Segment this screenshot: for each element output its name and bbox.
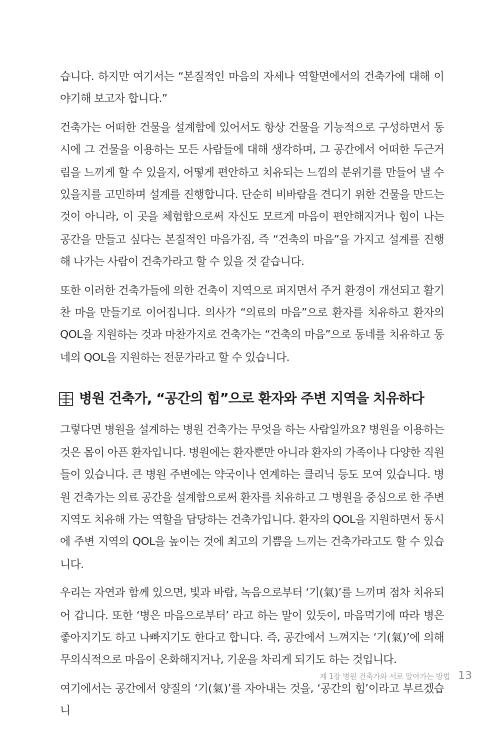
body-text (60, 66, 444, 729)
plus-grid-icon (59, 392, 73, 406)
paragraph: 여기에서는 공간에서 양질의 ‘기(氣)’를 자아내는 것을, ‘공간의 힘’이라고 부르겠습니 (60, 681, 444, 718)
paragraph: 건축가는 어떠한 건물을 설계함에 있어서도 항상 건물을 기능적으로 구성하면서 동시에 그 건물을 이용하는 모든 사람들에 대해 생각하며, 그 공간에서 어떠한 두근거림을 느끼게 할 수 있을지, 어떻게 편안하고 치유되는 느낌의 분위기를 만들어 낼 수 있을지를 고민하며 설계를 진행합니다. 단순히 비바람을 견디기 위한 건물을 만드는 것이 아니라, 이 곳을 체험함으로써 자신도 모르게 마음이 편안해지거나 힘이 나는 공간을 만들고 싶다는 본질적인 마음가짐, 즉 “건축의 마음”을 가지고 설계를 진행해 나가는 사람이 건축가라고 할 수 있을 것 같습니다. (60, 120, 444, 269)
section-heading-text: 병원 건축가, “공간의 힘”으로 환자와 주변 지역을 치유하다 (79, 391, 424, 408)
paragraph: 그렇다면 병원을 설계하는 병원 건축가는 무엇을 하는 사람일까요? 병원을 이용하는 것은 몸이 아픈 환자입니다. 병원에는 환자뿐만 아니라 환자의 가족이나 다양한 직원들이 있습니다. 큰 병원 주변에는 약국이나 연계하는 클리닉 등도 모여 있습니다. 병원 건축가는 의료 공간을 설계함으로써 환자를 치유하고 그 병원을 중심으로 한 주변 지역도 치유해 가는 역할을 담당하는 건축가입니다. 환자의 QOL을 지원하면서 동시에 주변 지역의 QOL을 높이는 것에 최고의 기쁨을 느끼는 건축가라고도 할 수 있습니다. (60, 423, 444, 571)
page-footer (320, 669, 472, 682)
running-title: 제 1장 병원 건축가와 서로 알아가는 방법 (319, 672, 450, 681)
page-number: 13 (458, 669, 472, 682)
paragraph: 습니다. 하지만 여기서는 “본질적인 마음의 자세나 역할면에서의 건축가에 대해 이야기해 보고자 합니다.” (60, 70, 444, 106)
section-heading (59, 389, 444, 409)
paragraph: 또한 이러한 건축가들에 의한 건축이 지역으로 퍼지면서 주거 환경이 개선되고 활기찬 마을 만들기로 이어집니다. 의사가 “의료의 마음”으로 환자를 치유하고 환자의 QOL을 지원하는 것과 마찬가지로 건축가는 “건축의 마음”으로 동네를 치유하고 동네의 QOL을 지원하는 전문가라고 할 수 있습니다. (60, 283, 444, 364)
paragraph: 우리는 자연과 함께 있으면, 빛과 바람, 녹음으로부터 ‘기(氣)’를 느끼며 점차 치유되어 갑니다. 또한 ‘병은 마음으로부터’ 라고 하는 말이 있듯이, 마음먹기에 따라 병은 좋아지기도 하고 나빠지기도 한다고 합니다. 즉, 공간에서 느껴지는 ‘기(氣)’에 의해 무의식적으로 마음이 온화해지거나, 기운을 차리게 되기도 하는 것입니다. (60, 586, 444, 667)
